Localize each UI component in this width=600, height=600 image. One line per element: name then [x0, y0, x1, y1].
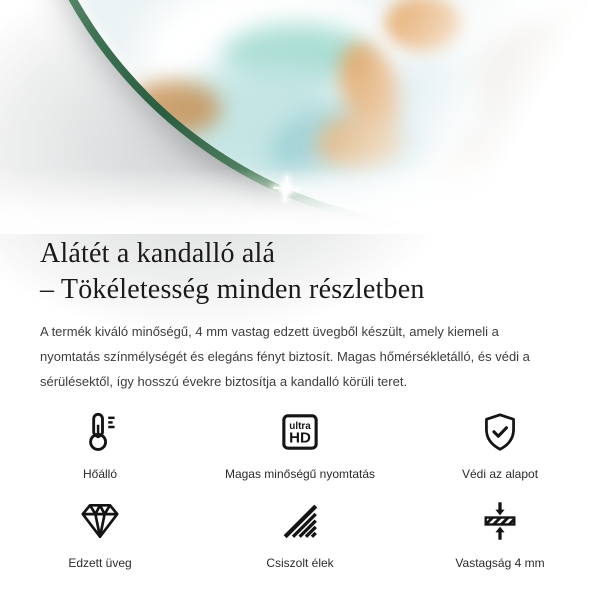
- feature-ultra-hd-print: [200, 409, 400, 481]
- feature-label: Csiszolt élek: [266, 556, 334, 570]
- shield-check-icon: [478, 409, 522, 455]
- feature-label: Vastagság 4 mm: [455, 556, 545, 570]
- glass-sparkle-glint: [272, 175, 301, 204]
- feature-heat-resistant: [0, 409, 200, 481]
- page-title-line1: Alátét a kandalló alá: [40, 238, 276, 269]
- page-title-line2: – Tökéletesség minden részletben: [40, 274, 425, 305]
- feature-label: Edzett üveg: [68, 556, 132, 570]
- feature-grid: [0, 409, 600, 570]
- feature-tempered-glass: [0, 498, 200, 570]
- ultra-hd-badge-top: ultra: [289, 421, 311, 433]
- product-description-text: A termék kiváló minőségű, 4 mm vastag edzett üvegből készült, amely kiemeli a nyomtatás színmélységét és elegáns fényt biztosít. Magas hőmérsékletálló, és védi a sérülésektől, így hosszú évekre biztosítja a kandalló körüli teret.: [40, 324, 530, 389]
- diamond-icon: [77, 498, 123, 544]
- product-hero-image: [0, 0, 600, 234]
- thickness-icon: [478, 498, 522, 544]
- feature-label: Hőálló: [82, 467, 118, 481]
- beveled-edge-icon: [279, 498, 321, 544]
- feature-thickness: [400, 498, 600, 570]
- ultra-hd-icon: [278, 409, 322, 455]
- feature-label: Magas minőségű nyomtatás: [224, 467, 376, 481]
- feature-polished-edges: [200, 498, 400, 570]
- ultra-hd-badge-bottom: HD: [289, 429, 311, 447]
- feature-protects-base: [400, 409, 600, 481]
- page-title: [40, 236, 560, 308]
- thermometer-icon: [77, 409, 123, 455]
- feature-label: Védi az alapot: [461, 467, 539, 481]
- hero-bottom-fade: [0, 0, 600, 234]
- product-description-section: [0, 236, 600, 394]
